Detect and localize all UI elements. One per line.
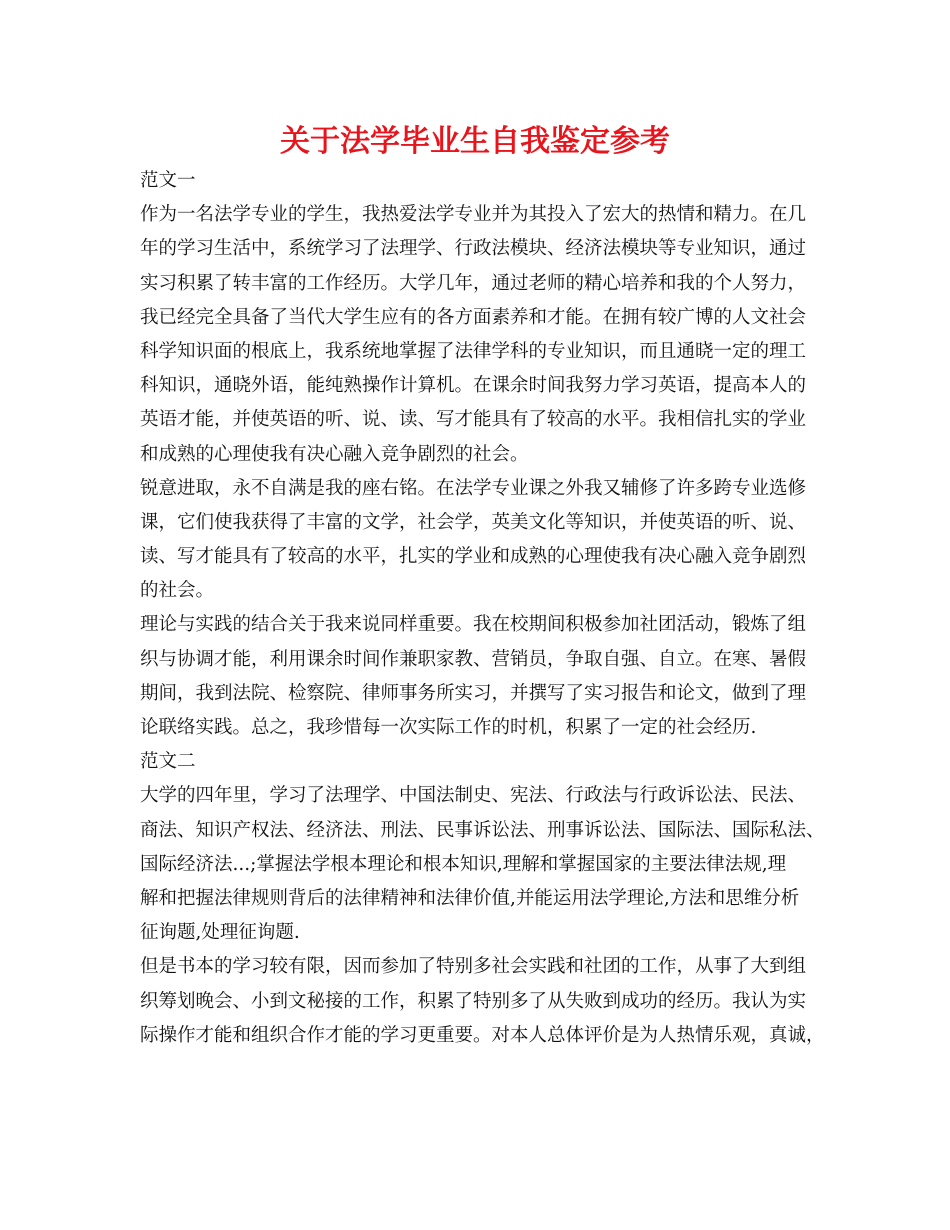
text-line: 理论与实践的结合关于我来说同样重要。我在校期间积极参加社团活动，锻炼了组 <box>140 614 807 636</box>
text-line: 英语才能，并使英语的听、说、读、写才能具有了较高的水平。我相信扎实的学业 <box>140 409 807 431</box>
text-line: 锐意进取，永不自满是我的座右铭。在法学专业课之外我又辅修了许多跨专业选修 <box>140 477 807 499</box>
text-line: 征询题,处理征询题. <box>140 922 300 944</box>
text-line: 国际经济法...;掌握法学根本理论和根本知识,理解和掌握国家的主要法律法规,理 <box>140 853 787 875</box>
document-body <box>140 164 830 1053</box>
text-line: 大学的四年里，学习了法理学、中国法制史、宪法、行政法与行政诉讼法、民法、 <box>140 785 807 807</box>
text-line: 织筹划晚会、小到文秘接的工作，积累了特别多了从失败到成功的经历。我认为实 <box>140 990 807 1012</box>
text-line: 作为一名法学专业的学生，我热爱法学专业并为其投入了宏大的热情和精力。在几 <box>140 204 807 226</box>
text-line: 年的学习生活中，系统学习了法理学、行政法模块、经济法模块等专业知识，通过 <box>140 238 807 260</box>
text-line: 商法、知识产权法、经济法、刑法、民事诉讼法、刑事诉讼法、国际法、国际私法、 <box>140 819 825 841</box>
text-line: 但是书本的学习较有限，因而参加了特别多社会实践和社团的工作，从事了大到组 <box>140 956 807 978</box>
document-title: 关于法学毕业生自我鉴定参考 <box>280 124 670 159</box>
text-line: 科知识，通晓外语，能纯熟操作计算机。在课余时间我努力学习英语，提高本人的 <box>140 375 807 397</box>
text-line: 的社会。 <box>140 580 215 602</box>
text-line: 范文二 <box>140 751 196 773</box>
text-line: 实习积累了转丰富的工作经历。大学几年，通过老师的精心培养和我的个人努力， <box>140 272 807 294</box>
text-line: 课，它们使我获得了丰富的文学，社会学，英美文化等知识，并使英语的听、说、 <box>140 511 807 533</box>
text-line: 我已经完全具备了当代大学生应有的各方面素养和才能。在拥有较广博的人文社会 <box>140 306 807 328</box>
text-line: 织与协调才能，利用课余时间作兼职家教、营销员，争取自强、自立。在寒、暑假 <box>140 648 807 670</box>
text-line: 范文一 <box>140 170 196 191</box>
text-line: 际操作才能和组织合作才能的学习更重要。对本人总体评价是为人热情乐观，真诚， <box>140 1024 825 1046</box>
text-line: 解和把握法律规则背后的法律精神和法律价值,并能运用法学理论,方法和思维分析 <box>140 887 800 909</box>
text-line: 读、写才能具有了较高的水平，扎实的学业和成熟的心理使我有决心融入竞争剧烈 <box>140 546 807 568</box>
text-line: 科学知识面的根底上，我系统地掌握了法律学科的专业知识，而且通晓一定的理工 <box>140 340 807 362</box>
text-line: 和成熟的心理使我有决心融入竞争剧烈的社会。 <box>140 443 529 465</box>
text-line: 期间，我到法院、检察院、律师事务所实习，并撰写了实习报告和论文，做到了理 <box>140 682 807 704</box>
text-line: 论联络实践。总之，我珍惜每一次实际工作的时机，积累了一定的社会经历. <box>140 717 757 738</box>
